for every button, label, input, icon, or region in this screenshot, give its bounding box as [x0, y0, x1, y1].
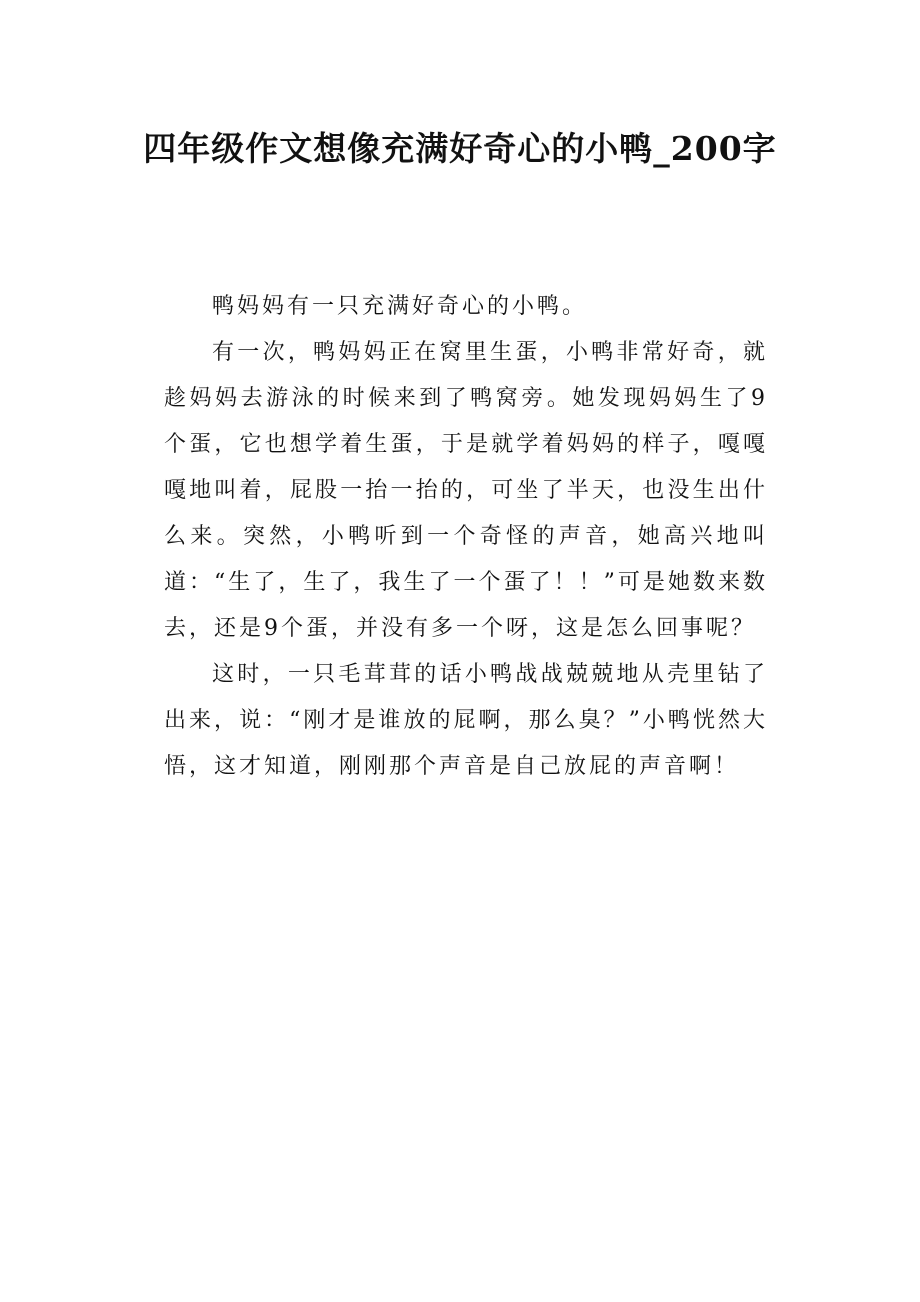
- document-title: 四年级作文想像充满好奇心的小鸭_200字: [143, 129, 777, 168]
- document-body: [164, 284, 768, 790]
- paragraph-2: 有一次，鸭妈妈正在窝里生蛋，小鸭非常好奇，就趁妈妈去游泳的时候来到了鸭窝旁。她发现妈妈生了9个蛋，它也想学着生蛋，于是就学着妈妈的样子，嘎嘎嘎地叫着，屁股一抬一抬的，可坐了半天，也没生出什么来。突然，小鸭听到一个奇怪的声音，她高兴地叫道：“生了，生了，我生了一个蛋了！！”可是她数来数去，还是9个蛋，并没有多一个呀，这是怎么回事呢？: [164, 340, 768, 641]
- paragraph-3: 这时，一只毛茸茸的话小鸭战战兢兢地从壳里钻了出来，说：“刚才是谁放的屁啊，那么臭？”小鸭恍然大悟，这才知道，刚刚那个声音是自己放屁的声音啊！: [164, 662, 768, 779]
- paragraph-1: 鸭妈妈有一只充满好奇心的小鸭。: [212, 294, 588, 319]
